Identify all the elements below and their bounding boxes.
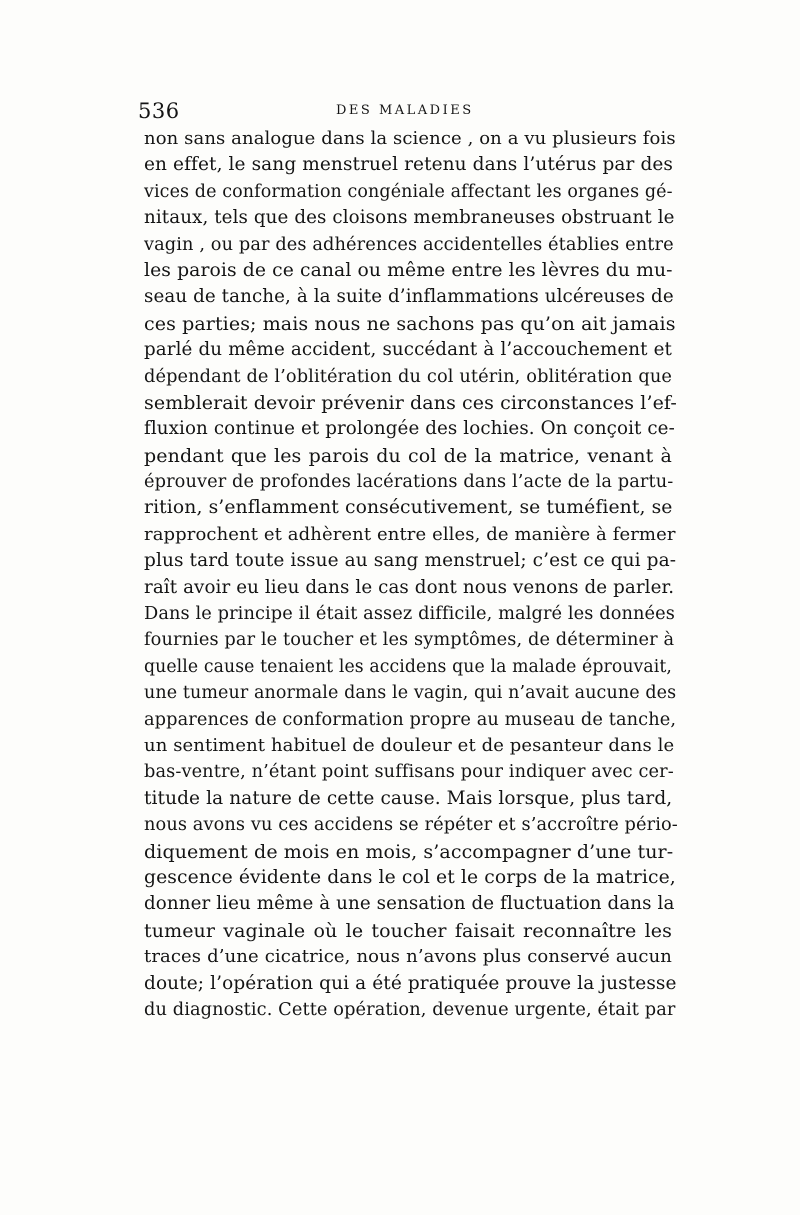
text-line: vagin , ou par des adhérences accidentelles établies entre	[144, 234, 674, 255]
text-line: plus tard toute issue au sang menstruel; c’est ce qui pa-	[144, 550, 677, 572]
text-line: vices de conformation congéniale affectant les organes gé-	[144, 181, 673, 202]
text-line: une tumeur anormale dans le vagin, qui n’avait aucune des	[144, 683, 677, 704]
text-line: traces d’une cicatrice, nous n’avons plus conservé aucun	[144, 946, 672, 968]
text-line: bas-ventre, n’étant point suffisans pour indiquer avec cer-	[144, 762, 674, 783]
text-line: fournies par le toucher et les symptômes, de déterminer à	[144, 630, 675, 651]
text-line: pendant que les parois du col de la matrice, venant à	[144, 444, 672, 467]
text-line: fluxion continue et prolongée des lochies. On conçoit ce-	[144, 418, 675, 440]
text-line: diquement de mois en mois, s’accompagner d’une tur-	[144, 840, 674, 863]
text-line: semblerait devoir prévenir dans ces circonstances l’ef-	[144, 391, 677, 414]
text-line: parlé du même accident, succédant à l’accouchement et	[144, 339, 672, 361]
text-line: Dans le principe il était assez difficile, malgré les données	[144, 604, 675, 625]
text-line: titude la nature de cette cause. Mais lorsque, plus tard,	[144, 787, 673, 809]
text-line: rition, s’enflamment consécutivement, se tuméfient, se	[144, 497, 673, 519]
body-text	[144, 126, 678, 1023]
text-line: rapprochent et adhèrent entre elles, de manière à fermer	[144, 523, 676, 545]
text-line: non sans analogue dans la science , on a vu plusieurs fois	[144, 128, 676, 149]
text-line: apparences de conformation propre au museau de tanche,	[144, 709, 677, 730]
text-line: nitaux, tels que des cloisons membraneuses obstruant le	[144, 207, 675, 229]
text-line: les parois de ce canal ou même entre les lèvres du mu-	[144, 259, 673, 281]
text-line: en effet, le sang menstruel retenu dans l’utérus par des	[144, 154, 674, 176]
running-title: DES MALADIES	[336, 103, 474, 118]
running-head	[138, 96, 668, 126]
text-line: gescence évidente dans le col et le corps de la matrice,	[144, 866, 676, 888]
text-line: un sentiment habituel de douleur et de pesanteur dans le	[144, 734, 675, 756]
text-line: ces parties; mais nous ne sachons pas qu’on ait jamais	[144, 312, 676, 335]
text-line: nous avons vu ces accidens se répéter et s’accroître pério-	[144, 815, 678, 836]
page-number: 536	[138, 99, 180, 123]
text-line: raît avoir eu lieu dans le cas dont nous venons de parler.	[144, 576, 675, 598]
text-line: du diagnostic. Cette opération, devenue urgente, était par	[144, 999, 676, 1020]
text-line: doute; l’opération qui a été pratiquée prouve la justesse	[144, 972, 677, 994]
text-line: quelle cause tenaient les accidens que la malade éprouvait,	[144, 656, 672, 677]
text-line: donner lieu même à une sensation de fluctuation dans la	[144, 893, 675, 915]
text-line: dépendant de l’oblitération du col utérin, oblitération que	[144, 366, 672, 387]
text-line: éprouver de profondes lacérations dans l’acte de la partu-	[144, 472, 674, 493]
text-line: seau de tanche, à la suite d’inflammations ulcéreuses de	[144, 286, 674, 308]
text-line: tumeur vaginale où le toucher faisait reconnaître les	[144, 919, 672, 942]
